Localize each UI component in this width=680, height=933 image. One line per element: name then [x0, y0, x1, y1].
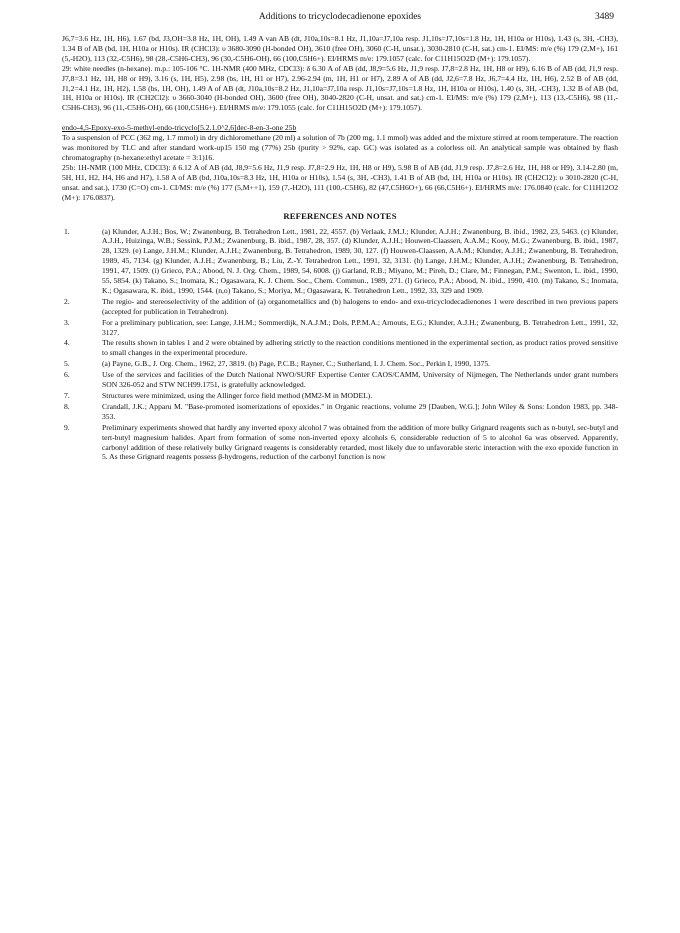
references-heading: REFERENCES AND NOTES [283, 210, 397, 221]
reference-text: Preliminary experiments showed that hardly any inverted epoxy alcohol 7 was obtained from the addition of more bulky Grignard reagents such as n-butyl, sec-butyl and tert-butyl magnesium halides. Apart from formation of some non-inverted epoxy alcohols 6, considerable reduction of 5 to alcohol 6a was observed. Apparently, carbonyl addition of these relatively bulky Grignard reagents is considerably retarded, most likely due to unfavorable steric interaction with the exo epoxide function in 5. As these Grignard reagents possess β-hydrogens, reduction of the carbonyl function is now [102, 422, 618, 462]
reference-text: (a) Payne, G.B., J. Org. Chem., 1962, 27, 3819. (b) Page, P.C.B.; Rayner, C.; Sutherland, I. J. Chem. Soc., Perkin I, 1990, 1375. [102, 359, 491, 369]
reference-item [62, 318, 618, 338]
reference-number: 8. [64, 401, 70, 411]
reference-number: 6. [64, 370, 70, 380]
reference-text: Crandall, J.K.; Apparu M. "Base-promoted isomerizations of epoxides." in Organic reactions, volume 29 [Dauben, W.G.]; John Wiley & Sons: London 1983, pp. 348-353. [102, 401, 618, 421]
running-title: Additions to tricyclodecadienone epoxides [258, 12, 422, 22]
reference-item [62, 338, 618, 358]
reference-number: 5. [64, 359, 70, 369]
compound-25b-spectral-data: 25b: 1H-NMR (100 MHz, CDCl3): δ 6.12 A of AB (dd, J8,9=5.6 Hz, J1,9 resp. J7,8=2.9 Hz, 1H, H8 or H9), 5.98 B of AB (dd, J1,9 resp. J7,8=2.6 Hz, 1H, H8 or H9), 3.14-2.80 (m, 5H, H1, H2, H4, H6 and H7), 1.58 A of AB (bd, J10a,10s=8.3 Hz, 1H, H10a or H10s), 1.54 (s, 3H, -CH3), 1.41 B of AB (bd, 1H, H10a or H10s). IR (CH2Cl2): υ 3010-2820 (C-H, unsat. and sat.), 1730 (C=O) cm-1. CI/MS: m/e (%) 177 (5,M++1), 159 (7,-H2O), 111 (100,-C5H6), 82 (47,C5H6O+), 66 (66,C5H6+). EI/HRMS m/e: 176.0840 (calc. for C11H12O2 (M+): 176.0837). [62, 162, 618, 202]
reference-item [62, 227, 618, 296]
compound-25b-title: endo-4,5-Epoxy-exo-5-methyl-endo-tricyclo[5.2.1.0^2,6]dec-8-en-3-one 25b [62, 123, 297, 133]
reference-number: 1. [64, 226, 70, 236]
reference-item [62, 391, 618, 401]
reference-text: (a) Klunder, A.J.H.; Bos, W.; Zwanenburg, B. Tetrahedron Lett., 1981, 22, 4557. (b) Verlaak, J.M.J.; Klunder, A.J.H.; Zwanenburg, B. ibid., 1982, 23, 5463. (c) Klunder, A.J.H., Huizinga, W.B.; Sessink, P.J.M.; Zwanenburg, B. ibid., 1987, 28, 357. (d) Klunder, A.J.H.; Houwen-Claassen, A.A.M.; Kooy, M.G.; Zwanenburg, B. ibid., 1987, 28, 1329. (e) Lange, J.H.M.; Klunder, A.J.H.; Zwanenburg, B. Tetrahedron, 1989, 30, 127. (f) Houwen-Claassen, A.A.M.; Klunder, A.J.H.; Zwanenburg, B. Tetrahedron, 1989, 45, 7134. (g) Klunder, A.J.H.; Zwanenburg, B.; Liu, Z.-Y. Tetrahedron Lett., 1991, 32, 3131. (h) Lange, J.H.M.; Klunder, A.J.H.; Zwanenburg, B. Tetrahedron, 1991, 47, 1509. (i) Grieco, P.A.; Abood, N. J. Org. Chem., 1989, 54, 6008. (j) Garland, R.B.; Miyano, M.; Pireh, D.; Clare, M.; Finnegan, P.M.; Swenton, L. ibid., 1990, 55, 5854. (k) Takano, S.; Inomata, K.; Ogasawara, K. J. Chem. Soc., Chem. Commun., 1989, 271. (l) Grieco, P.A.; Abood, N. ibid., 1990, 410. (m) Takano, S.; Inomata, K.; Ogasawara, K. ibid., 1990, 1544. (n,o) Takano, S.; Moriya, M.; Ogasawara, K. Tetrahedron Lett., 1992, 33, 329 and 1909. [102, 226, 618, 295]
reference-text: The regio- and stereoselectivity of the addition of (a) organometallics and (b) halogens to endo- and exo-tricyclodecadienones 1 were described in two previous papers (accepted for publication in Tetrahedron). [102, 296, 618, 316]
compound-29-data: 29: white needles (n-hexane). m.p.: 105-106 °C. 1H-NMR (400 MHz, CDCl3): δ 6.30 A of AB (dd, J8,9=5.6 Hz, J1,9 resp. J7,8=2.8 Hz, 1H, H8 or H9), 6.16 B of AB (dd, J1,9 resp. J7,8=3.1 Hz, 1H, H8 or H9), 3.16 (s, 1H, H5), 2.98 (bs, 1H, H1 or H7), 2.96-2.94 (m, 1H, H1 or H7), 2.89 A of AB (dd, J2,6=7.8 Hz, J6,7=4.4 Hz, 1H, H6), 2.52 B of AB (dd, J1,2=4.1 Hz, 1H, H2), 1.58 (bs, 1H, OH), 1.49 A of AB (dt, J10a,10s=8.2 Hz, J1,10a=J7,10a resp. J1,10s=J7,10s=1.8 Hz, 1H, H10a or H10s), 1.40 (s, 3H, -CH3), 1.32 B of AB (bd, 1H, H10a or H10s). IR (CH2Cl2): υ 3660-3040 (H-bonded OH), 3600 (free OH), 3040-2820 (C-H, unsat. and sat.) cm-1. EI/MS: m/e (%) 179 (2,M+), 113 (13,-C5H6), 98 (11,-C5H6-CH3), 96 (11,-C5H6-OH), 66 (100,C5H6+). EI/HRMS m/e: 179.1055 (calc. for C11H15O2D (M+): 179.1057). [62, 63, 618, 113]
journal-page [62, 12, 618, 463]
running-header [62, 12, 618, 28]
references-list [62, 227, 618, 463]
reference-text: For a preliminary publication, see: Lange, J.H.M.; Sommerdijk, N.A.J.M.; Dols, P.P.M.A.; Arnouts, E.G.; Klunder, A.J.H.; Zwanenburg, B. Tetrahedron Lett., 1991, 32, 3127. [102, 317, 618, 337]
compound-25b-procedure: To a suspension of PCC (362 mg, 1.7 mmol) in dry dichloromethane (20 ml) a solution of 7b (200 mg, 1.1 mmol) was added and the mixture stirred at room temperature. The reaction was monitored by TLC and after standard work-up15 150 mg (77%) 25b (purity > 92%, cap. GC) was isolated as a colorless oil. An analytical sample was obtained by flash chromatography (n-hexane:ethyl acetate = 3:1)16. [62, 133, 618, 162]
reference-text: Structures were minimized, using the Allinger force field method (MM2-M in MODEL). [102, 391, 373, 400]
spectral-data-paragraph: J6,7=3.6 Hz, 1H, H6), 1.67 (bd, J3,OH=3.8 Hz, 1H, OH), 1.49 A van AB (dt, J10a,10s=8.1 Hz, J1,10a=J7,10a resp. J1,10s=J7,10s=1.8 Hz, 1H, H10a or H10s), 1.43 (s, 3H, -CH3), 1.34 B of AB (bd, 1H, H10a or H10s). IR (CHCl3): υ 3680-3090 (H-bonded OH), 3610 (free OH), 3060 (C-H, unsat.), 3030-2810 (C-H, sat.) cm-1. EI/MS: m/e (%) 179 (2,M+), 161 (5,-H2O), 113 (32,-C5H6), 98 (28,-C5H6-CH3), 96 (30,-C5H6-OH), 66 (100,C5H6+). EI/HRMS m/e: 179.1057 (calc. for C11H15O2D (M+): 179.1057). [62, 34, 618, 63]
reference-number: 2. [64, 296, 70, 306]
reference-item [62, 402, 618, 422]
reference-number: 4. [64, 338, 70, 348]
reference-number: 9. [64, 422, 70, 432]
page-number: 3489 [595, 12, 614, 22]
reference-text: Use of the services and facilities of the Dutch National NWO/SURF Expertise Center CAOS/CAMM, University of Nijmegen, The Netherlands under grant numbers SON 326-052 and STW NCH99.1751, is gratefully acknowledged. [102, 370, 618, 390]
reference-number: 7. [64, 391, 70, 400]
reference-text: The results shown in tables 1 and 2 were obtained by adhering strictly to the reaction conditions mentioned in the experimental section, as product ratios proved sensitive to small changes in the experimental procedure. [102, 338, 618, 358]
reference-item [62, 423, 618, 463]
reference-number: 3. [64, 317, 70, 327]
reference-item [62, 359, 618, 369]
reference-item [62, 297, 618, 317]
reference-item [62, 370, 618, 390]
